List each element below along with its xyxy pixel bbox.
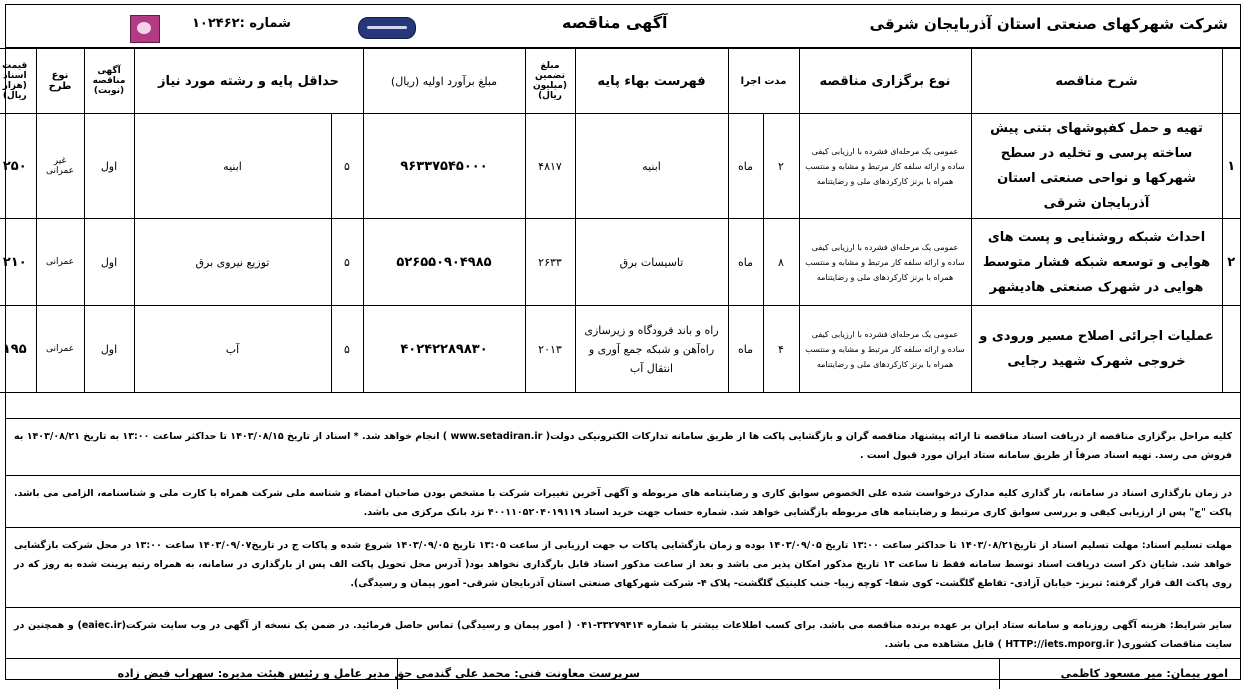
row-price-list: راه و باند فرودگاه و زیرسازی راه‌آهن و شبکه جمع آوری و انتقال آب xyxy=(575,306,728,393)
row-estimate: ۹۶۳۳۷۵۴۵۰۰۰ xyxy=(363,114,525,219)
row-method: عمومی یک مرحله‌ای فشرده با ارزیابی کیفی ساده و ارائه سلفه کار مرتبط و مشابه و منتسب همراه با برنز کارکردهای ملی و رضایتنامه xyxy=(799,219,971,306)
row-doc-price: ۲۵۰ xyxy=(0,114,36,219)
row-index: ۱ xyxy=(1222,114,1240,219)
signature-technical: سرپرست معاونت فنی: محمد علی گندمی حق xyxy=(394,667,640,680)
row-estimate: ۵۲۶۵۵۰۹۰۴۹۸۵ xyxy=(363,219,525,306)
row-field: توزیع نیروی برق xyxy=(134,219,331,306)
row-guarantee: ۴۸۱۷ xyxy=(525,114,575,219)
col-doc-price: قیمت اسناد (هزار ریال) xyxy=(0,49,36,114)
col-guarantee: مبلغ تضمین (میلیون ریال) xyxy=(525,49,575,114)
row-duration-unit: ماه xyxy=(728,219,763,306)
row-price-list: ابنیه xyxy=(575,114,728,219)
row-doc-price: ۲۱۰ xyxy=(0,219,36,306)
row-stage: اول xyxy=(84,219,134,306)
row-method: عمومی یک مرحله‌ای فشرده با ارزیابی کیفی ساده و ارائه سلفه کار مرتبط و مشابه و منتسب همراه با برنز کارکردهای ملی و رضایتنامه xyxy=(799,306,971,393)
row-price-list: تاسیسات برق xyxy=(575,219,728,306)
signature-ceo: مدیر عامل و رئیس هیئت مدیره: سهراب فیض زاده xyxy=(117,667,390,680)
row-duration-unit: ماه xyxy=(728,114,763,219)
notice-number: شماره :۱۰۲۴۶۲ xyxy=(192,16,291,31)
deadline-paragraph: مهلت تسلیم اسناد: مهلت تسلیم اسناد از تاریخ۱۴۰۳/۰۸/۲۱ تا حداکثر ساعت ۱۳:۰۰ تاریخ ۱۴۰۳/۰۹/۰۵ بوده و زمان بازگشایی پاکات ب جهت ارزیابی از ساعت ۱۳:۰۵ تاریخ ۱۴۰۳/۰۹/۰۵ شروع شده و پاکات ج در تاریخ۱۴۰۳/۰۹/۰۷ ساعت ۱۳:۰۰ در محل شرکت بازگشایی خواهد شد. شایان ذکر است دریافت اسناد توسط سامانه فقط تا ساعت ۱۳ تاریخ مذکور امکان پذیر می باشد و بعد از ساعت مذکور اسناد قابل بارگذاری نخواهد بود( آدرس محل تحویل پاکت الف پس از بارگذاری در سامانه، به همراه رتبه پرینت شده به روز که در روی پاکت الف قرار گرفته: تبریز- خیابان آزادی- تقاطع گلگشت- کوی شفا- کوچه زیبا- جنب کلینیک گلگشت- پلاک ۴- شرکت شهرکهای صنعتی استان آذربایجان شرقی- امور پیمان و رسیدگی). xyxy=(6,528,1240,608)
col-price-list: فهرست بهاء پایه xyxy=(575,49,728,114)
table-spacer xyxy=(6,393,1240,419)
procedure-paragraph: کلیه مراحل برگزاری مناقصه از دریافت اسناد مناقصه تا ارائه پیشنهاد مناقصه گران و بازگشایی پاکت ها از طریق سامانه تدارکات الکترونیکی دولت( www.setadiran.ir ) انجام خواهد شد. * اسناد از تاریخ ۱۴۰۳/۰۸/۱۵ تا حداکثر ساعت ۱۳:۰۰ به تاریخ ۱۴۰۳/۰۸/۲۱ به فروش می رسد. تهیه اسناد صرفاً از طریق سامانه ستاد ایران مورد قبول است . xyxy=(6,419,1240,476)
notice-title: آگهی مناقصه xyxy=(562,13,668,32)
row-type: غیر عمرانی xyxy=(36,114,84,219)
row-duration-unit: ماه xyxy=(728,306,763,393)
row-index xyxy=(1222,306,1240,393)
table-row xyxy=(0,306,1240,393)
row-stage: اول xyxy=(84,114,134,219)
row-grade: ۵ xyxy=(331,114,363,219)
row-duration: ۴ xyxy=(763,306,799,393)
row-guarantee: ۲۶۳۳ xyxy=(525,219,575,306)
notice-header xyxy=(6,5,1240,48)
col-index xyxy=(1222,49,1240,114)
row-index: ۲ xyxy=(1222,219,1240,306)
row-description: احداث شبکه روشنایی و پست های هوایی و توسعه شبکه فشار متوسط هوایی در شهرک صنعتی هادیشهر xyxy=(971,219,1222,306)
tender-notice xyxy=(2,4,1241,680)
row-type: عمرانی xyxy=(36,306,84,393)
row-doc-price: ۱۹۵ xyxy=(0,306,36,393)
col-method: نوع برگزاری مناقصه xyxy=(799,49,971,114)
table-row xyxy=(0,114,1240,219)
conditions-paragraph: سایر شرایط: هزینه آگهی روزنامه و سامانه ستاد ایران بر عهده برنده مناقصه می باشد. برای کسب اطلاعات بیشتر با شماره ۳۳۲۷۹۴۱۴-۰۴۱ ( امور پیمان و رسیدگی) تماس حاصل فرمائید. در ضمن یک نسخه از آگهی در وب سایت شرکت(eaiec.ir) و همچنین در سایت مناقصات کشوری( HTTP://iets.mporg.ir ) قابل مشاهده می باشد. xyxy=(6,608,1240,659)
table-header-row xyxy=(0,49,1240,114)
col-description: شرح مناقصه xyxy=(971,49,1222,114)
col-duration: مدت اجرا xyxy=(728,49,799,114)
row-description: عملیات اجرائی اصلاح مسیر ورودی و خروجی شهرک شهید رجایی xyxy=(971,306,1222,393)
row-duration: ۲ xyxy=(763,114,799,219)
newspaper-logo-icon xyxy=(358,17,416,39)
row-grade: ۵ xyxy=(331,306,363,393)
row-method: عمومی یک مرحله‌ای فشرده با ارزیابی کیفی ساده و ارائه سلفه کار مرتبط و مشابه و منتسب همراه با برنز کارکردهای ملی و رضایتنامه xyxy=(799,114,971,219)
signature-divider xyxy=(999,659,1000,689)
row-duration: ۸ xyxy=(763,219,799,306)
documents-paragraph: در زمان بارگذاری اسناد در سامانه، بار گذاری کلیه مدارک درخواست شده علی الخصوص سوابق کاری و رضایتنامه های مربوطه و آگهی آخرین تغییرات شرکت با مشخص بودن صاحبان امضاء و شناسه ملی شرکت همراه با کارت ملی و شناسنامه، الزامی می باشد. پاکت "ج" پس از ارزیابی کیفی و بررسی سوابق کاری مرتبط و رضایتنامه های مربوطه بازگشایی خواهد شد. شماره حساب جهت خرید اسناد ۴۰۰۱۱۰۵۲۰۴۰۱۹۱۱۹ نزد بانک مرکزی می باشد. xyxy=(6,476,1240,528)
signature-divider xyxy=(397,659,398,689)
signatures-row xyxy=(6,659,1240,689)
row-grade: ۵ xyxy=(331,219,363,306)
signature-contracts: امور پیمان: میر مسعود کاظمی xyxy=(1060,667,1228,680)
company-emblem-icon xyxy=(130,15,160,43)
row-field: آب xyxy=(134,306,331,393)
company-name: شرکت شهرکهای صنعتی استان آذربایجان شرقی xyxy=(869,15,1228,33)
col-min-grade: حداقل پایه و رشته مورد نیاز xyxy=(134,49,363,114)
row-description: تهیه و حمل کفپوشهای بتنی پیش ساخته پرسی و تخلیه در سطح شهرکها و نواحی صنعتی استان آذربایجان شرقی xyxy=(971,114,1222,219)
row-type: عمرانی xyxy=(36,219,84,306)
row-stage: اول xyxy=(84,306,134,393)
row-estimate: ۴۰۲۴۲۲۸۹۸۳۰ xyxy=(363,306,525,393)
col-estimate: مبلغ برآورد اولیه (ریال) xyxy=(363,49,525,114)
tender-table xyxy=(0,48,1240,393)
row-guarantee: ۲۰۱۳ xyxy=(525,306,575,393)
col-stage: آگهی مناقصه (نوبت) xyxy=(84,49,134,114)
row-field: ابنیه xyxy=(134,114,331,219)
table-row xyxy=(0,219,1240,306)
col-type: نوع طرح xyxy=(36,49,84,114)
